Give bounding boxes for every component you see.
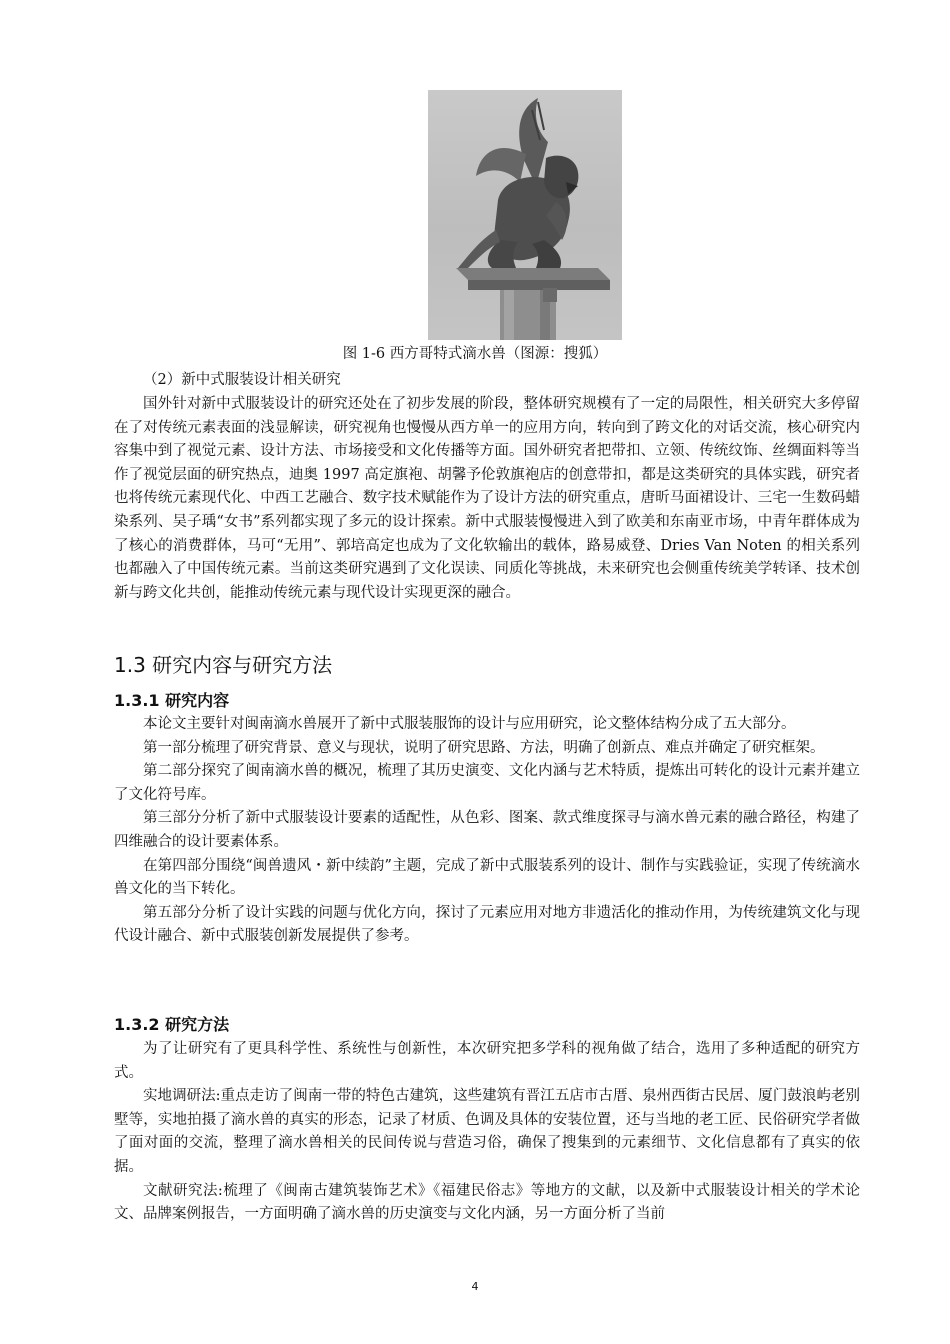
intro-paragraph-block xyxy=(114,393,860,605)
paragraph: 为了让研究有了更具科学性、系统性与创新性，本次研究把多学科的视角做了结合，选用了多种适配的研究方式。 xyxy=(114,1041,860,1081)
subsection-heading: 1.3.2 研究方法 xyxy=(114,1015,230,1034)
paragraph: 本论文主要针对闽南滴水兽展开了新中式服装服饰的设计与应用研究，论文整体结构分成了五大部分。 xyxy=(143,716,796,732)
paragraph: 文献研究法:梳理了《闽南古建筑装饰艺术》《福建民俗志》等地方的文献，以及新中式服装设计相关的学术论文、品牌案例报告，一方面明确了滴水兽的历史演变与文化内涵，另一方面分析了当前 xyxy=(114,1182,860,1223)
paragraph: 第一部分梳理了研究背景、意义与现状，说明了研究思路、方法，明确了创新点、难点并确定了研究框架。 xyxy=(143,739,825,756)
figure-caption: 图 1-6 西方哥特式滴水兽（图源：搜狐） xyxy=(342,346,608,362)
paragraph: 在第四部分围绕“闽兽遗风・新中续韵”主题，完成了新中式服装系列的设计、制作与实践验证，实现了传统滴水兽文化的当下转化。 xyxy=(114,857,860,898)
subsection-label: （2）新中式服装设计相关研究 xyxy=(143,372,341,388)
paragraph: 第二部分探究了闽南滴水兽的概况，梳理了其历史演变、文化内涵与艺术特质，提炼出可转化的设计元素并建立了文化符号库。 xyxy=(114,763,860,803)
subsection-heading: 1.3.1 研究内容 xyxy=(114,691,230,710)
page-number: 4 xyxy=(471,1280,479,1293)
method-paragraph-block xyxy=(114,1038,860,1227)
gargoyle-photo xyxy=(428,90,622,340)
paragraph: 国外针对新中式服装设计的研究还处在了初步发展的阶段，整体研究规模有了一定的局限性，相关研究大多停留在了对传统元素表面的浅显解读，研究视角也慢慢从西方单一的应用方向，转向到了跨文化的对话交流，核心研究内容集中到了视觉元素、设计方法、市场接受和文化传播等方面。国外研究者把带扣、立领、传统纹饰、丝绸面料等当作了视觉层面的研究热点，迪奥 1997 高定旗袍、胡馨予伦敦旗袍店的创意带扣，都是这类研究的具体实践，研究者也将传统元素现代化、中西工艺融合、数字技术赋能作为了设计方法的研究重点，唐昕马面裙设计、三宅一生数码蜡染系列、吴子瑀“女书”系列都实现了多元的设计探索。新中式服装慢慢进入到了欧美和东南亚市场，中青年群体成为了核心的消费群体，马可“无用”、郭培高定也成为了文化软输出的载体，路易威登、Dries Van Noten 的相关系列也都融入了中国传统元素。当前这类研究遇到了文化误读、同质化等挑战，未来研究也会侧重传统美学转译、技术创新与跨文化共创，能推动传统元素与现代设计实现更深的融合。 xyxy=(114,396,860,601)
paragraph: 实地调研法:重点走访了闽南一带的特色古建筑，这些建筑有晋江五店市古厝、泉州西街古民居、厦门鼓浪屿老别墅等，实地拍摄了滴水兽的真实的形态，记录了材质、色调及具体的安装位置，还与当地的老工匠、民俗研究学者做了面对面的交流，整理了滴水兽相关的民间传说与营造习俗，确保了搜集到的元素细节、文化信息都有了真实的依据。 xyxy=(114,1088,860,1175)
content-paragraph-block xyxy=(114,713,860,949)
gargoyle-illustration xyxy=(428,90,622,340)
paragraph: 第三部分分析了新中式服装设计要素的适配性，从色彩、图案、款式维度探寻与滴水兽元素的融合路径，构建了四维融合的设计要素体系。 xyxy=(114,810,860,850)
paragraph: 第五部分分析了设计实践的问题与优化方向，探讨了元素应用对地方非遗活化的推动作用，为传统建筑文化与现代设计融合、新中式服装创新发展提供了参考。 xyxy=(114,904,860,945)
section-heading: 1.3 研究内容与研究方法 xyxy=(114,653,333,677)
